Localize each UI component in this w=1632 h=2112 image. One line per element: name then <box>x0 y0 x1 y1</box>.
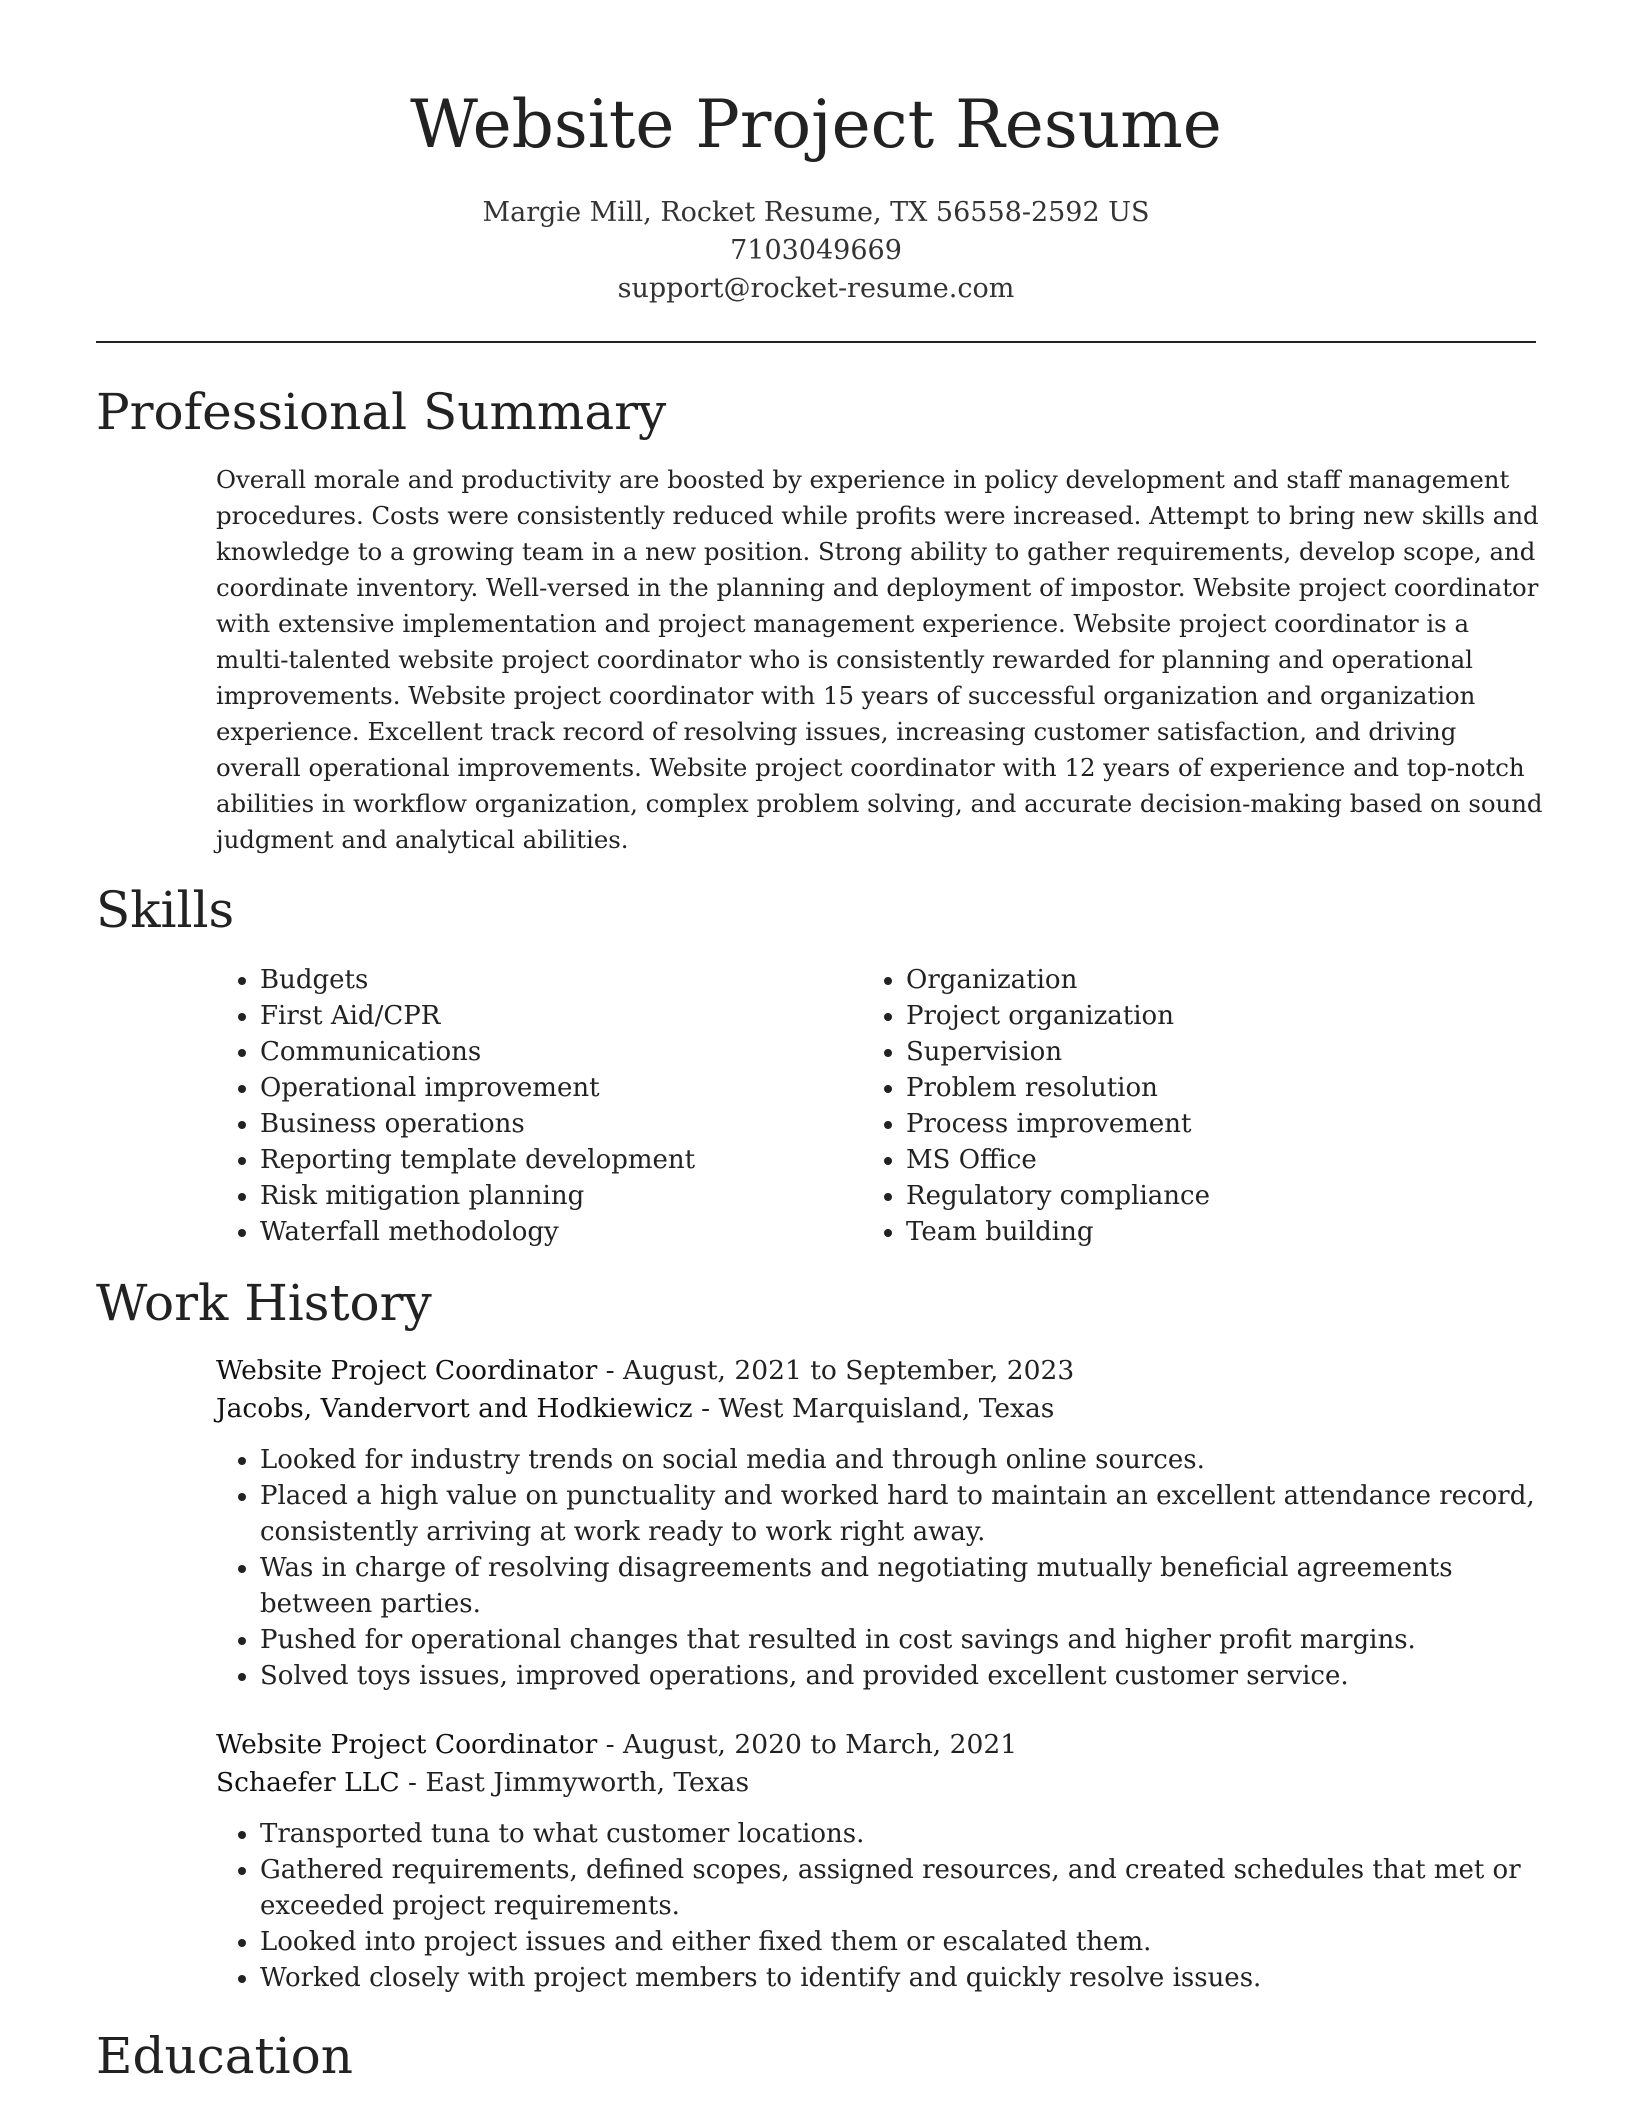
job-duty-item: • Looked into project issues and either fixed them or escalated them. <box>260 1924 1546 1960</box>
job-dates: - August, 2020 to March, 2021 <box>597 1729 1018 1760</box>
summary-text: Overall morale and productivity are boosted by experience in policy development and staff management procedures. Costs were consistently reduced while profits were increased. Attempt to bring new skills and knowledge to a growing team in a new position. Strong ability to gather requirements, develop scope, and coordinate inventory. Well-versed in the planning and deployment of impostor. Website project coordinator with extensive implementation and project management experience. Website project coordinator is a multi-talented website project coordinator who is consistently rewarded for planning and operational improvements. Website project coordinator with 15 years of successful organization and organization experience. Excellent track record of resolving issues, increasing customer satisfaction, and driving overall operational improvements. Website project coordinator with 12 years of experience and top-notch abilities in workflow organization, complex problem solving, and accurate decision-making based on sound judgment and analytical abilities. <box>216 465 1543 854</box>
skill-item: • Waterfall methodology <box>260 1214 820 1250</box>
skill-item: • First Aid/CPR <box>260 998 820 1034</box>
job-duty-item: • Placed a high value on punctuality and worked hard to maintain an excellent attendance record, consistently arriving at work ready to work right away. <box>260 1478 1546 1550</box>
skill-item: • Process improvement <box>906 1106 1466 1142</box>
contact-address: Margie Mill, Rocket Resume, TX 56558-2592 US <box>482 197 1150 228</box>
contact-email: support@rocket-resume.com <box>617 273 1015 304</box>
job-duty-item: • Gathered requirements, defined scopes, assigned resources, and created schedules that met or exceeded project requirements. <box>260 1852 1546 1924</box>
skill-item: • Supervision <box>906 1034 1466 1070</box>
job-duty-item: • Pushed for operational changes that resulted in cost savings and higher profit margins. <box>260 1622 1546 1658</box>
skill-item: • Communications <box>260 1034 820 1070</box>
skills-list-right <box>862 962 1466 1250</box>
skill-item: • Operational improvement <box>260 1070 820 1106</box>
job-dates: - August, 2021 to September, 2023 <box>597 1355 1075 1386</box>
job-location: - West Marquisland, Texas <box>692 1393 1055 1424</box>
skill-item: • Organization <box>906 962 1466 998</box>
job-company: Schaefer LLC <box>216 1767 400 1798</box>
skill-item: • Team building <box>906 1214 1466 1250</box>
education-heading: Education <box>96 2027 353 2085</box>
job-title-line <box>216 1726 1546 1764</box>
job-duties <box>216 1816 1546 1996</box>
job-duty-item: • Transported tuna to what customer locations. <box>260 1816 1546 1852</box>
job-title: Website Project Coordinator <box>216 1729 598 1760</box>
job-company-line <box>216 1390 1546 1428</box>
job-location: - East Jimmyworth, Texas <box>399 1767 750 1798</box>
skill-item: • MS Office <box>906 1142 1466 1178</box>
job-entry <box>216 1352 1546 1694</box>
job-duty-item: • Worked closely with project members to identify and quickly resolve issues. <box>260 1960 1546 1996</box>
skill-item: • Budgets <box>260 962 820 998</box>
skills-list-left <box>216 962 820 1250</box>
job-duties <box>216 1442 1546 1694</box>
job-duty-item: • Looked for industry trends on social media and through online sources. <box>260 1442 1546 1478</box>
resume-title: Website Project Resume <box>410 86 1222 163</box>
job-entry <box>216 1726 1546 1996</box>
skill-item: • Regulatory compliance <box>906 1178 1466 1214</box>
contact-block <box>0 194 1632 308</box>
job-company-line <box>216 1764 1546 1802</box>
skill-item: • Problem resolution <box>906 1070 1466 1106</box>
skill-item: • Business operations <box>260 1106 820 1142</box>
skill-item: • Risk mitigation planning <box>260 1178 820 1214</box>
job-company: Jacobs, Vandervort and Hodkiewicz <box>216 1393 693 1424</box>
job-duty-item: • Solved toys issues, improved operations, and provided excellent customer service. <box>260 1658 1546 1694</box>
resume-header <box>0 0 1632 308</box>
job-title-line <box>216 1352 1546 1390</box>
header-divider <box>96 341 1536 343</box>
skill-item: • Project organization <box>906 998 1466 1034</box>
contact-phone: 7103049669 <box>730 235 902 266</box>
work-history-heading: Work History <box>96 1274 432 1332</box>
skills-heading: Skills <box>96 881 235 939</box>
job-duty-item: • Was in charge of resolving disagreements and negotiating mutually beneficial agreements between parties. <box>260 1550 1546 1622</box>
job-title: Website Project Coordinator <box>216 1355 598 1386</box>
summary-heading: Professional Summary <box>96 383 667 441</box>
skill-item: • Reporting template development <box>260 1142 820 1178</box>
